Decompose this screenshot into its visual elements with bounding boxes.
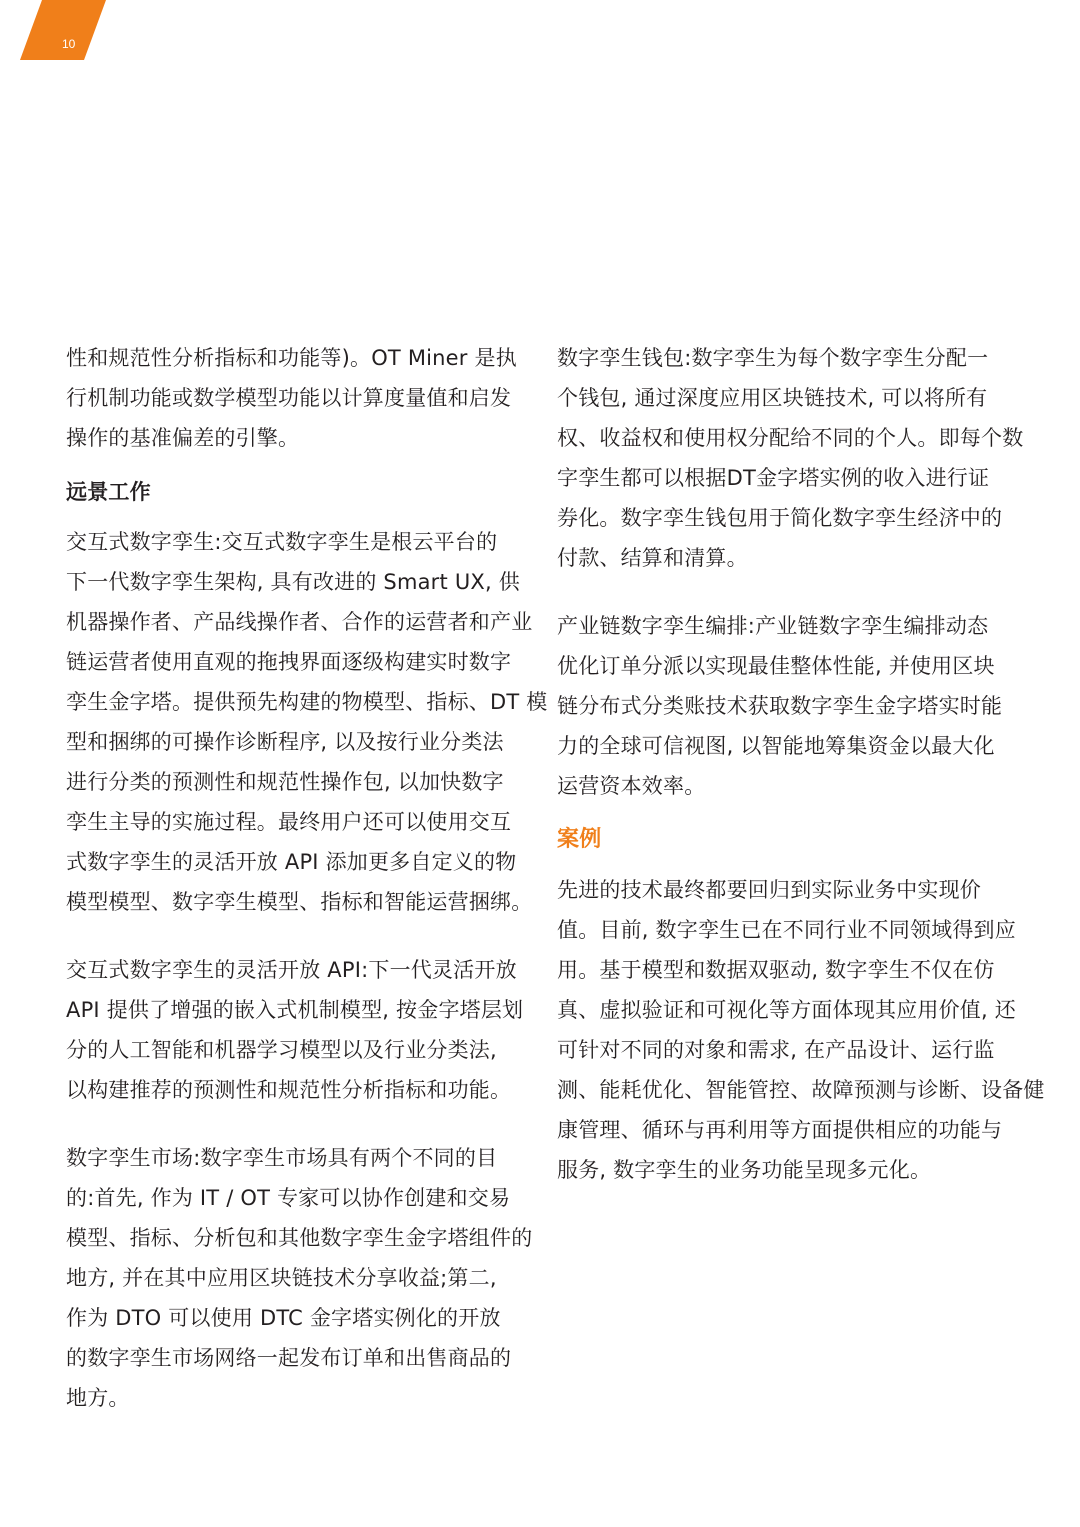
page-corner-tab (0, 0, 120, 70)
text-line: 地方, 并在其中应用区块链技术分享收益;第二, (66, 1266, 497, 1290)
text-line: 机器操作者、产品线操作者、合作的运营者和产业 (66, 610, 533, 634)
paragraph-interactive-digital-twin (66, 522, 548, 922)
text-line: 地方。 (66, 1386, 130, 1410)
text-line: 作为 DTO 可以使用 DTC 金字塔实例化的开放 (66, 1306, 501, 1330)
paragraph-gap (66, 922, 528, 950)
text-line: 康管理、循环与再利用等方面提供相应的功能与 (557, 1118, 1003, 1142)
text-line: 力的全球可信视图, 以智能地筹集资金以最大化 (557, 734, 995, 758)
paragraph-industry-chain-orchestration (557, 606, 1019, 806)
text-line: 孪生主导的实施过程。最终用户还可以使用交互 (66, 810, 512, 834)
text-line: 优化订单分派以实现最佳整体性能, 并使用区块 (557, 654, 995, 678)
paragraph-open-api (66, 950, 528, 1110)
text-line: 孪生金字塔。提供预先构建的物模型、指标、DT 模 (66, 690, 548, 714)
text-line: 数字孪生市场:数字孪生市场具有两个不同的目 (66, 1146, 498, 1170)
text-line: 性和规范性分析指标和功能等)。OT Miner 是执 (66, 346, 517, 370)
left-column (66, 338, 548, 1418)
text-line: 的数字孪生市场网络一起发布订单和出售商品的 (66, 1346, 512, 1370)
section-heading-case: 案例 (557, 827, 602, 852)
text-line: 值。目前, 数字孪生已在不同行业不同领域得到应 (557, 918, 1016, 942)
page-number: 10 (62, 37, 76, 51)
text-line: 服务, 数字孪生的业务功能呈现多元化。 (557, 1158, 932, 1182)
text-line: 可针对不同的对象和需求, 在产品设计、运行监 (557, 1038, 995, 1062)
paragraph-gap (66, 1110, 528, 1138)
text-line: 链运营者使用直观的拖拽界面逐级构建实时数字 (66, 650, 512, 674)
text-line: 权、收益权和使用权分配给不同的个人。即每个数 (557, 426, 1024, 450)
text-line: 产业链数字孪生编排:产业链数字孪生编排动态 (557, 614, 989, 638)
text-line: 测、能耗优化、智能管控、故障预测与诊断、设备健 (557, 1078, 1045, 1102)
paragraph-digital-twin-market (66, 1138, 533, 1418)
text-line: 交互式数字孪生:交互式数字孪生是根云平台的 (66, 530, 498, 554)
text-line: 字孪生都可以根据DT金字塔实例的收入进行证 (557, 466, 990, 490)
paragraph-gap (557, 578, 1019, 606)
text-line: 式数字孪生的灵活开放 API 添加更多自定义的物 (66, 850, 517, 874)
text-line: 操作的基准偏差的引擎。 (66, 426, 300, 450)
text-line: 行机制功能或数学模型功能以计算度量值和启发 (66, 386, 512, 410)
text-line: 付款、结算和清算。 (557, 546, 748, 570)
right-column (557, 338, 1045, 1190)
text-line: 分的人工智能和机器学习模型以及行业分类法, (66, 1038, 497, 1062)
text-line: 进行分类的预测性和规范性操作包, 以加快数字 (66, 770, 504, 794)
text-line: 先进的技术最终都要回归到实际业务中实现价 (557, 878, 981, 902)
text-line: 模型、指标、分析包和其他数字孪生金字塔组件的 (66, 1226, 533, 1250)
text-line: 型和捆绑的可操作诊断程序, 以及按行业分类法 (66, 730, 504, 754)
text-line: API 提供了增强的嵌入式机制模型, 按金字塔层划 (66, 998, 524, 1022)
text-line: 运营资本效率。 (557, 774, 706, 798)
text-line: 用。基于模型和数据双驱动, 数字孪生不仅在仿 (557, 958, 995, 982)
corner-tab-shape (20, 0, 106, 60)
text-line: 券化。数字孪生钱包用于简化数字孪生经济中的 (557, 506, 1003, 530)
text-line: 以构建推荐的预测性和规范性分析指标和功能。 (66, 1078, 512, 1102)
text-line: 的:首先, 作为 IT / OT 专家可以协作创建和交易 (66, 1186, 511, 1210)
section-heading-vision: 远景工作 (66, 480, 151, 504)
text-line: 数字孪生钱包:数字孪生为每个数字孪生分配一 (557, 346, 989, 370)
text-line: 交互式数字孪生的灵活开放 API:下一代灵活开放 (66, 958, 517, 982)
text-line: 链分布式分类账技术获取数字孪生金字塔实时能 (557, 694, 1003, 718)
intro-paragraph (66, 338, 528, 458)
text-line: 下一代数字孪生架构, 具有改进的 Smart UX, 供 (66, 570, 520, 594)
paragraph-case (557, 870, 1045, 1190)
text-line: 真、虚拟验证和可视化等方面体现其应用价值, 还 (557, 998, 1016, 1022)
text-line: 模型模型、数字孪生模型、指标和智能运营捆绑。 (66, 890, 533, 914)
text-line: 个钱包, 通过深度应用区块链技术, 可以将所有 (557, 386, 988, 410)
paragraph-digital-twin-wallet (557, 338, 1024, 578)
